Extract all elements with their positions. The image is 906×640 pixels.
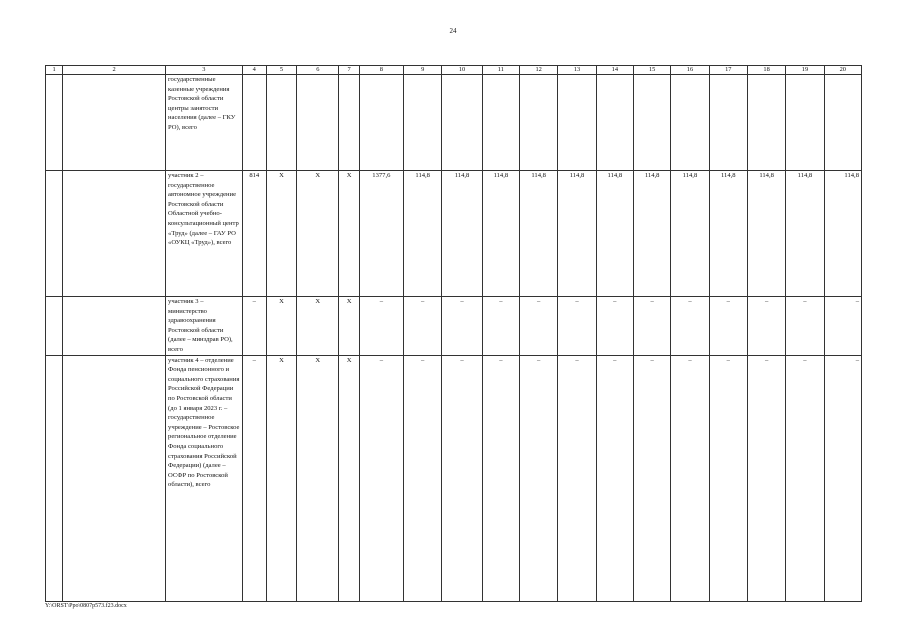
- value-cell: –: [671, 297, 709, 356]
- column-header: 14: [596, 66, 633, 75]
- value-cell: 114,8: [596, 171, 633, 297]
- value-cell: –: [442, 297, 482, 356]
- value-cell: Х: [339, 355, 359, 601]
- value-cell: [482, 75, 519, 171]
- table-row: [46, 171, 862, 297]
- value-cell: 114,8: [633, 171, 670, 297]
- value-cell: [786, 75, 824, 171]
- column-header: 6: [297, 66, 339, 75]
- row-description: государственные казенные учреждения Ростовской области центры занятости населения (далее – ГКУ РО), всего: [166, 75, 243, 171]
- value-cell: –: [520, 355, 558, 601]
- value-cell: –: [242, 297, 266, 356]
- value-cell: Х: [297, 297, 339, 356]
- value-cell: –: [482, 297, 519, 356]
- value-cell: –: [558, 297, 596, 356]
- value-cell: –: [404, 297, 442, 356]
- value-cell: Х: [266, 171, 296, 297]
- value-cell: 114,8: [671, 171, 709, 297]
- column-header: 17: [709, 66, 747, 75]
- value-cell: 114,8: [786, 171, 824, 297]
- value-cell: 114,8: [442, 171, 482, 297]
- value-cell: –: [747, 297, 785, 356]
- value-cell: –: [359, 355, 403, 601]
- table-cell: [63, 171, 166, 297]
- value-cell: [442, 75, 482, 171]
- value-cell: Х: [297, 355, 339, 601]
- value-cell: [824, 75, 861, 171]
- value-cell: Х: [339, 171, 359, 297]
- table-cell: [46, 171, 63, 297]
- value-cell: [596, 75, 633, 171]
- column-header: 4: [242, 66, 266, 75]
- value-cell: –: [633, 297, 670, 356]
- value-cell: 114,8: [747, 171, 785, 297]
- value-cell: –: [747, 355, 785, 601]
- value-cell: –: [482, 355, 519, 601]
- value-cell: –: [824, 355, 861, 601]
- column-header: 5: [266, 66, 296, 75]
- column-header: 8: [359, 66, 403, 75]
- value-cell: –: [671, 355, 709, 601]
- value-cell: –: [709, 297, 747, 356]
- value-cell: –: [520, 297, 558, 356]
- column-header: 2: [63, 66, 166, 75]
- page-number: 24: [449, 27, 457, 35]
- value-cell: –: [442, 355, 482, 601]
- table-cell: [46, 297, 63, 356]
- value-cell: 114,8: [482, 171, 519, 297]
- table-cell: [63, 355, 166, 601]
- value-cell: [242, 75, 266, 171]
- value-cell: –: [633, 355, 670, 601]
- value-cell: Х: [266, 355, 296, 601]
- row-description: участник 2 – государственное автономное учреждение Ростовской области Областной учебно-консультационный центр «Труд» (далее – ГАУ РО «ОУКЦ «Труд»), всего: [166, 171, 243, 297]
- table-cell: [63, 297, 166, 356]
- value-cell: [558, 75, 596, 171]
- column-header: 3: [166, 66, 243, 75]
- value-cell: 114,8: [824, 171, 861, 297]
- value-cell: –: [558, 355, 596, 601]
- column-header: 15: [633, 66, 670, 75]
- value-cell: [747, 75, 785, 171]
- footer-file-path: Y:\ORST\Ppo\0807p573.f23.docx: [45, 603, 127, 609]
- value-cell: –: [404, 355, 442, 601]
- value-cell: Х: [339, 297, 359, 356]
- value-cell: –: [359, 297, 403, 356]
- column-header: 7: [339, 66, 359, 75]
- table-row: [46, 75, 862, 171]
- column-header: 20: [824, 66, 861, 75]
- value-cell: [266, 75, 296, 171]
- value-cell: –: [786, 297, 824, 356]
- value-cell: 114,8: [709, 171, 747, 297]
- value-cell: [339, 75, 359, 171]
- table-row: [46, 297, 862, 356]
- row-description: участник 4 – отделение Фонда пенсионного и социального страхования Российской Федерации по Ростовской области (до 1 января 2023 г. – государственное учреждение – Ростовское региональное отделение Фонда социального страхования Российской Федерации) (далее – ОСФР по Ростовской области), всего: [166, 355, 243, 601]
- column-number-row: [46, 66, 862, 75]
- column-header: 18: [747, 66, 785, 75]
- table-cell: [46, 75, 63, 171]
- table-cell: [63, 75, 166, 171]
- value-cell: 1377,6: [359, 171, 403, 297]
- column-header: 19: [786, 66, 824, 75]
- value-cell: Х: [297, 171, 339, 297]
- value-cell: –: [242, 355, 266, 601]
- column-header: 9: [404, 66, 442, 75]
- value-cell: [709, 75, 747, 171]
- table-row: [46, 355, 862, 601]
- value-cell: [671, 75, 709, 171]
- value-cell: 814: [242, 171, 266, 297]
- value-cell: [404, 75, 442, 171]
- value-cell: Х: [266, 297, 296, 356]
- value-cell: 114,8: [404, 171, 442, 297]
- value-cell: 114,8: [558, 171, 596, 297]
- value-cell: [359, 75, 403, 171]
- budget-table: [45, 65, 862, 602]
- value-cell: –: [596, 355, 633, 601]
- column-header: 1: [46, 66, 63, 75]
- column-header: 13: [558, 66, 596, 75]
- value-cell: [633, 75, 670, 171]
- table-cell: [46, 355, 63, 601]
- value-cell: [297, 75, 339, 171]
- column-header: 10: [442, 66, 482, 75]
- value-cell: –: [824, 297, 861, 356]
- column-header: 16: [671, 66, 709, 75]
- table-body: [46, 75, 862, 602]
- row-description: участник 3 – министерство здравоохранения Ростовской области (далее – минздрав РО), всего: [166, 297, 243, 356]
- value-cell: –: [596, 297, 633, 356]
- value-cell: 114,8: [520, 171, 558, 297]
- value-cell: –: [709, 355, 747, 601]
- column-header: 12: [520, 66, 558, 75]
- column-header: 11: [482, 66, 519, 75]
- value-cell: –: [786, 355, 824, 601]
- value-cell: [520, 75, 558, 171]
